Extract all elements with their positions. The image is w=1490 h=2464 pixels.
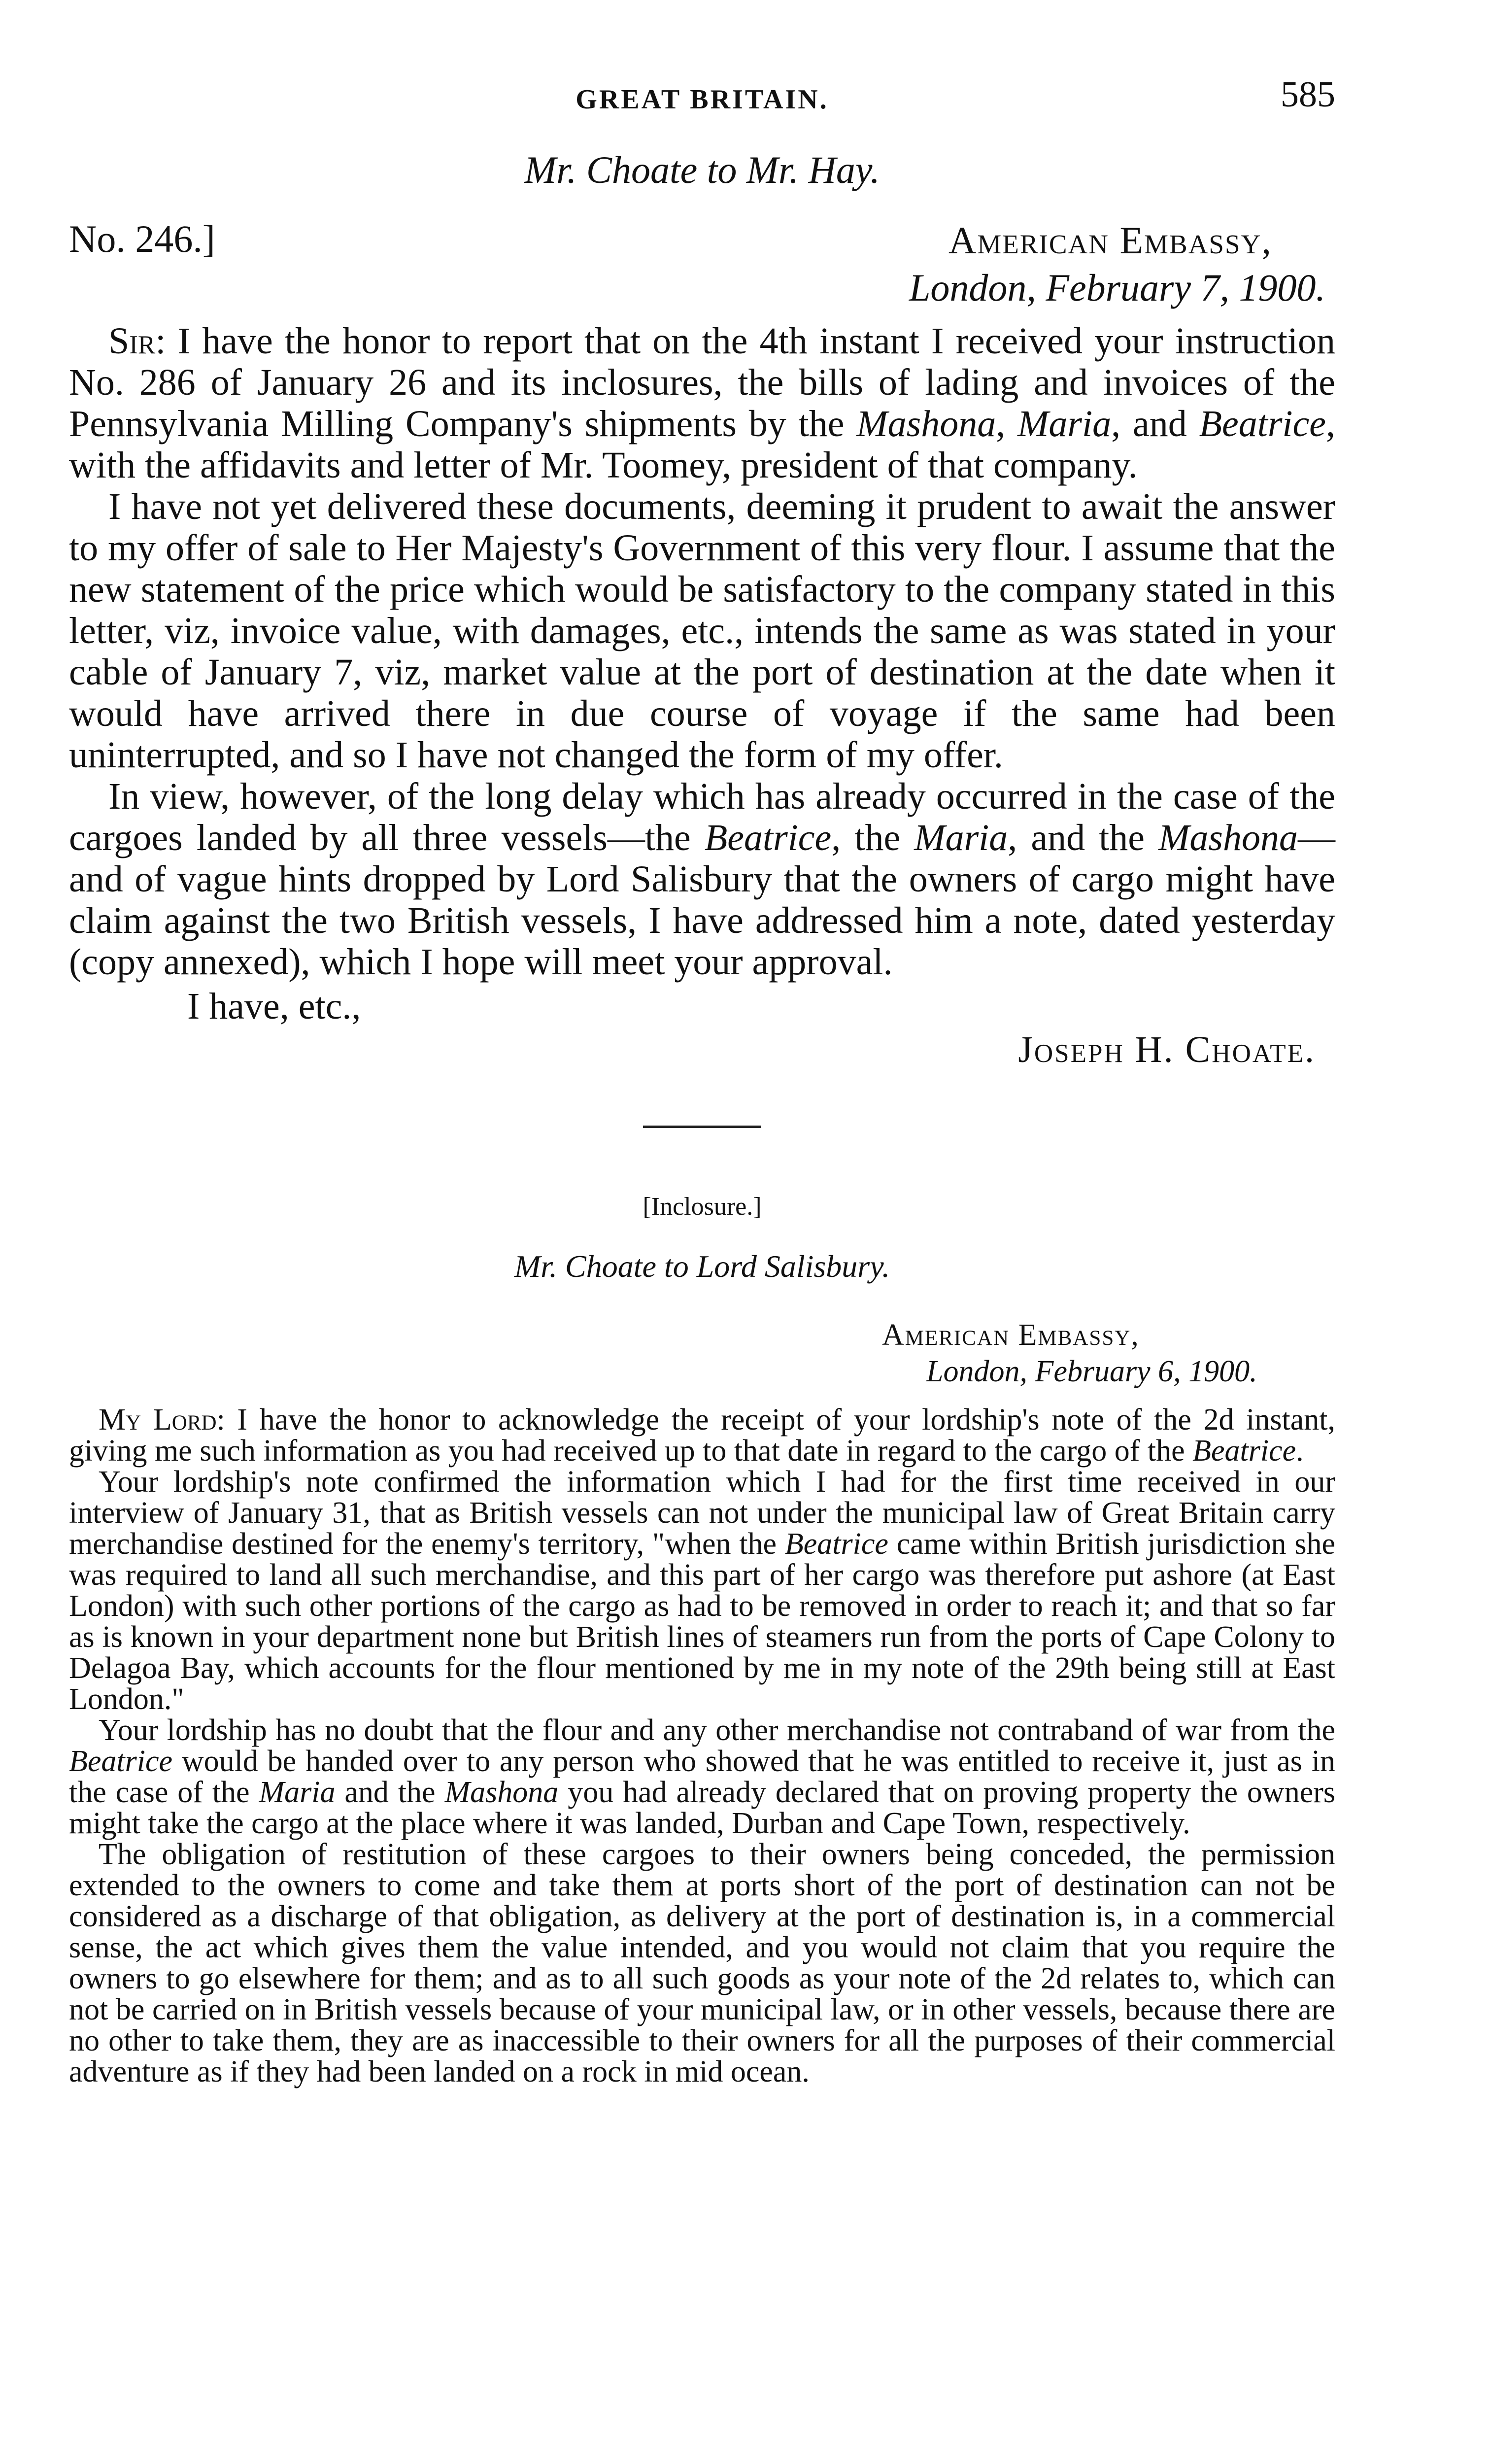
document-number: No. 246.] bbox=[69, 217, 215, 260]
ship-name: Beatrice bbox=[784, 1527, 888, 1561]
letter-closing: I have, etc., bbox=[187, 986, 361, 1027]
running-head: GREAT BRITAIN. bbox=[576, 84, 829, 115]
text-run: came within British jurisdiction she was required to land all such merchandise, and this part of her cargo was therefore put ashore (at East London) with such other portions of the cargo as had to be removed in order to reach it; and that so far as is known in your department none but British lines of steamers run from the ports of Cape Colony to Delagoa Bay, which accounts for the flour mentioned by me in my note of the 29th being still at East London." bbox=[69, 1527, 1335, 1716]
text-run: . bbox=[1296, 1434, 1304, 1468]
inclosure-salutation: My Lord bbox=[99, 1403, 217, 1437]
text-run: —and of vague hints dropped by Lord Salisbury that the owners of cargo might have claim against the two British vessels, I have addressed him a note, dated yesterday (copy annexed), which I hope will meet your approval. bbox=[69, 817, 1335, 983]
inclosure-paragraph-4: The obligation of restitution of these cargoes to their owners being conceded, the permission extended to the owners to come and take them at ports short of the port of destination can not be considered as a discharge of that obligation, as delivery at the port of destination is, in a commercial sense, the act which gives them the value intended, and you would not claim that you require the owners to go elsewhere for them; and as to all such goods as your note of the 2d relates to, which can not be carried on in British vessels because of your municipal law, or in other vessels, because there are no other to take them, they are as inaccessible to their owners for all the purposes of their commercial adventure as if they had been landed on a rock in mid ocean. bbox=[69, 1838, 1335, 2088]
ship-name: Maria bbox=[914, 817, 1008, 858]
text-run: , and bbox=[1111, 403, 1199, 445]
inclosure-sender-place: American Embassy, bbox=[882, 1318, 1140, 1352]
letter-body bbox=[69, 320, 1335, 983]
letter-heading: Mr. Choate to Mr. Hay. bbox=[524, 148, 880, 191]
ship-name: Maria bbox=[1017, 403, 1112, 445]
letter-paragraph-2: I have not yet delivered these documents, deeming it prudent to await the answer to my offer of sale to Her Majesty's Government of this very flour. I assume that the new statement of the price which would be satisfactory to the company stated in this letter, viz, invoice value, with damages, etc., intends the same as was stated in your cable of January 7, viz, market value at the port of destination at the date when it would have arrived there in due course of voyage if the same had been uninterrupted, and so I have not changed the form of my offer. bbox=[69, 486, 1335, 776]
ship-name: Beatrice bbox=[1192, 1434, 1296, 1468]
text-run: : I have the honor to acknowledge the receipt of your lordship's note of the 2d instant, giving me such information as you had received up to that date in regard to the cargo of the bbox=[69, 1403, 1335, 1468]
sender-date: London, February 7, 1900. bbox=[909, 266, 1325, 309]
letter-signature: Joseph H. Choate. bbox=[1018, 1029, 1316, 1070]
inclosure-label: [Inclosure.] bbox=[643, 1193, 762, 1221]
text-run: : I have the honor to report that on the 4th instant I received your instruction No. 286 of January 26 and its inclosures, the bills of lading and invoices of the Pennsylvania Milling Company's shipments by the bbox=[69, 320, 1335, 445]
text-run: Your lordship's note confirmed the information which I had for the first time received in our interview of January 31, that as British vessels can not under the municipal law of Great Britain carry merchandise destined for the enemy's territory, "when the bbox=[69, 1465, 1335, 1561]
sender-place: American Embassy, bbox=[948, 219, 1272, 262]
page-number: 585 bbox=[1281, 74, 1335, 115]
text-run: , and the bbox=[1008, 817, 1159, 858]
text-run: , with the affidavits and letter of Mr. Toomey, president of that company. bbox=[69, 403, 1335, 486]
ship-name: Mashona bbox=[444, 1776, 559, 1809]
text-run: In view, however, of the long delay which has already occurred in the case of the cargoes landed by all three vessels—the bbox=[69, 776, 1335, 858]
ship-name: Mashona bbox=[1158, 817, 1298, 858]
inclosure-sender-block bbox=[882, 1317, 1335, 1390]
inclosure-heading: Mr. Choate to Lord Salisbury. bbox=[514, 1249, 890, 1284]
inclosure-paragraph-3 bbox=[69, 1715, 1335, 1839]
inclosure-sender-date: London, February 6, 1900. bbox=[926, 1355, 1257, 1388]
sender-block bbox=[909, 217, 1325, 311]
inclosure-paragraph-2 bbox=[69, 1467, 1335, 1715]
letter-dateline bbox=[69, 217, 1335, 320]
text-run: , bbox=[996, 403, 1018, 445]
page-header bbox=[69, 74, 1335, 128]
inclosure-body bbox=[69, 1404, 1335, 2088]
ship-name: Maria bbox=[259, 1776, 336, 1809]
ship-name: Beatrice bbox=[1199, 403, 1326, 445]
text-run: you had already declared that on proving property the owners might take the cargo at the place where it was landed, Durban and Cape Town, respectively. bbox=[69, 1776, 1336, 1840]
section-divider bbox=[643, 1126, 761, 1128]
text-run: Your lordship has no doubt that the flour and any other merchandise not contraband of war from the bbox=[99, 1713, 1335, 1747]
ship-name: Beatrice bbox=[69, 1745, 173, 1778]
ship-name: Beatrice bbox=[704, 817, 832, 858]
text-run: would be handed over to any person who showed that he was entitled to receive it, just as in the case of the bbox=[69, 1745, 1335, 1809]
text-run: and the bbox=[335, 1776, 445, 1809]
document-page bbox=[69, 74, 1335, 2088]
letter-paragraph-3 bbox=[69, 776, 1335, 983]
ship-name: Mashona bbox=[856, 403, 996, 445]
text-run: , the bbox=[831, 817, 914, 858]
inclosure-paragraph-1 bbox=[69, 1404, 1335, 1467]
letter-paragraph-1 bbox=[69, 320, 1335, 486]
salutation: Sir bbox=[108, 320, 156, 362]
